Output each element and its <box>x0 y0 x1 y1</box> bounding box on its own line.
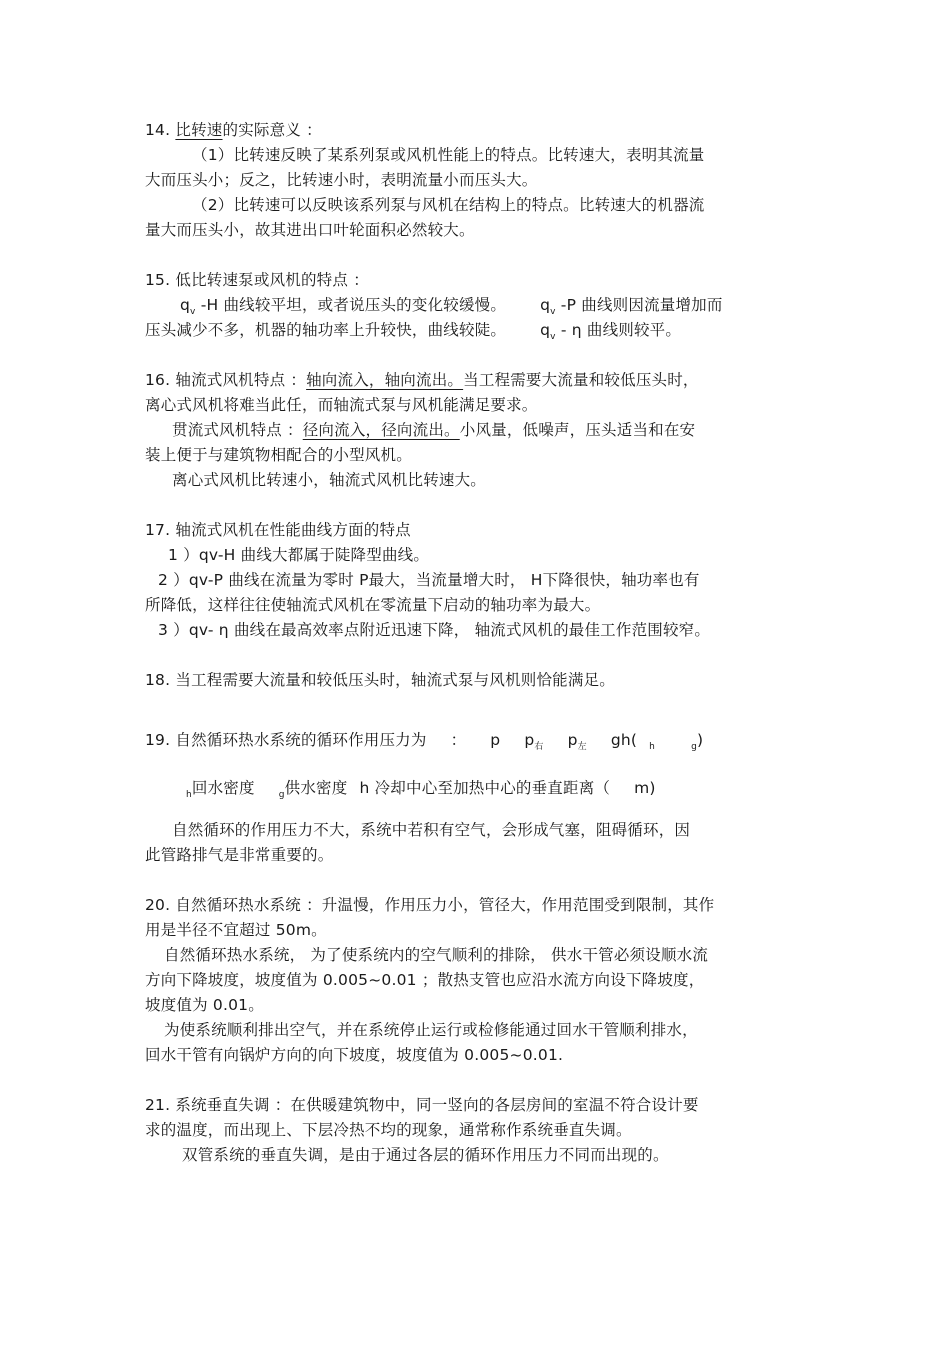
heading-14 <box>145 120 322 140</box>
formula-right-subscript: 右 <box>534 742 544 752</box>
heading-21: 21. 系统垂直失调 ：在供暖建筑物中，同一竖向的各层房间的室温不符合设计要 <box>145 1096 699 1114</box>
crossflow-label: 贯流式风机特点 ： <box>172 421 303 439</box>
qv-symbol: q <box>180 296 191 314</box>
s15-qh-text: -H 曲线较平坦，或者说压头的变化较缓慢。 <box>195 296 507 314</box>
formula-delta-p: p <box>490 731 501 749</box>
def-height: h 冷却中心至加热中心的垂直距离（ <box>359 779 611 797</box>
def-supply-density: 供水密度 <box>284 779 348 797</box>
s14-p1-line1: （1）比转速反映了某系列泵或风机性能上的特点。比转速大，表明其流量 <box>192 146 705 164</box>
s15-line2-text: 压头减少不多，机器的轴功率上升较快，曲线较陡。 <box>145 321 507 339</box>
formula-colon: ： <box>450 731 467 749</box>
formula-rho-g-subscript: g <box>691 742 697 752</box>
axial-flow-term: 轴向流入，轴向流出。 <box>306 371 464 389</box>
heading-14-number: 14. <box>145 121 171 139</box>
heading-18: 18. 当工程需要大流量和较低压头时，轴流式泵与风机则恰能满足。 <box>145 671 615 689</box>
formula-left-subscript: 左 <box>577 742 587 752</box>
s20-line2: 用是半径不宜超过 50m。 <box>145 921 327 939</box>
def-rho-g-subscript: g <box>278 790 285 800</box>
s15-qp-text: -P 曲线则因流量增加而 <box>555 296 723 314</box>
term-specific-speed: 比转速 <box>175 121 223 139</box>
heading-19 <box>145 730 703 753</box>
s21-line2: 求的温度，而出现上、下层冷热不均的现象，通常称作系统垂直失调。 <box>145 1121 632 1139</box>
s19-definitions <box>186 778 656 801</box>
def-rho-h-subscript: h <box>186 790 192 800</box>
s15-qeta-text: - η 曲线则较平。 <box>555 321 682 339</box>
heading-16-label: 16. 轴流式风机特点 ： <box>145 371 307 389</box>
s14-p2-line2: 量大而压头小，故其进出口叶轮面积必然较大。 <box>145 221 475 239</box>
heading-15: 15. 低比转速泵或风机的特点 ： <box>145 271 369 289</box>
s20-line5: 坡度值为 0.01。 <box>145 996 264 1014</box>
qv-subscript: v <box>190 307 196 317</box>
crossflow-rest: 小风量，低噪声，压头适当和在安 <box>459 421 696 439</box>
def-unit: m) <box>634 779 656 797</box>
s17-item1: 1 ）qv-H 曲线大都属于陡降型曲线。 <box>168 546 430 564</box>
heading-19-text: 19. 自然循环热水系统的循环作用压力为 <box>145 731 427 749</box>
s14-p2-line1: （2）比转速可以反映该系列泵与风机在结构上的特点。比转速大的机器流 <box>192 196 705 214</box>
formula-close-paren: ) <box>696 731 704 749</box>
s20-line7: 回水干管有向锅炉方向的向下坡度，坡度值为 0.005~0.01. <box>145 1046 564 1064</box>
s17-item2-line1: 2 ）qv-P 曲线在流量为零时 P最大，当流量增大时， H下降很快，轴功率也有 <box>158 571 700 589</box>
s14-p1-line2: 大而压头小；反之，比转速小时，表明流量小而压头大。 <box>145 171 538 189</box>
s17-item2-line2: 所降低，这样往往使轴流式风机在零流量下启动的轴功率为最大。 <box>145 596 601 614</box>
s15-line2 <box>145 320 681 343</box>
formula-p-right: p <box>524 731 535 749</box>
heading-16 <box>145 370 699 390</box>
qv-symbol: q <box>540 296 551 314</box>
s15-line1 <box>180 295 723 318</box>
def-return-density: 回水密度 <box>191 779 255 797</box>
s19-note-line2: 此管路排气是非常重要的。 <box>145 846 334 864</box>
heading-17: 17. 轴流式风机在性能曲线方面的特点 <box>145 521 411 539</box>
s16-line4: 装上便于与建筑物相配合的小型风机。 <box>145 446 412 464</box>
s17-item3: 3 ）qv- η 曲线在最高效率点附近迅速下降， 轴流式风机的最佳工作范围较窄。 <box>158 621 711 639</box>
qv-subscript: v <box>550 332 556 342</box>
s20-line4: 方向下降坡度，坡度值为 0.005~0.01 ；散热支管也应沿水流方向设下降坡度， <box>145 971 705 989</box>
formula-gh: gh( <box>610 731 638 749</box>
s21-line3: 双管系统的垂直失调，是由于通过各层的循环作用压力不同而出现的。 <box>182 1146 669 1164</box>
qv-subscript: v <box>550 307 556 317</box>
s16-line2: 离心式风机将难当此任，而轴流式泵与风机能满足要求。 <box>145 396 538 414</box>
formula-rho-h-subscript: h <box>649 742 656 752</box>
s20-line6: 为使系统顺利排出空气，并在系统停止运行或检修能通过回水干管顺利排水， <box>164 1021 698 1039</box>
formula-p-left: p <box>567 731 578 749</box>
qv-symbol: q <box>540 321 551 339</box>
heading-14-rest: 的实际意义 ： <box>222 121 322 139</box>
radial-flow-term: 径向流入，径向流出。 <box>302 421 460 439</box>
s19-note-line1: 自然循环的作用压力不大，系统中若积有空气，会形成气塞，阻碍循环，因 <box>172 821 691 839</box>
s16-crossflow <box>172 420 695 440</box>
heading-20: 20. 自然循环热水系统 ：升温慢，作用压力小，管径大，作用范围受到限制，其作 <box>145 896 715 914</box>
s16-line5: 离心式风机比转速小，轴流式风机比转速大。 <box>172 471 487 489</box>
s20-line3: 自然循环热水系统， 为了使系统内的空气顺利的排除， 供水干管必须设顺水流 <box>164 946 709 964</box>
heading-16-rest: 当工程需要大流量和较低压头时， <box>463 371 699 389</box>
